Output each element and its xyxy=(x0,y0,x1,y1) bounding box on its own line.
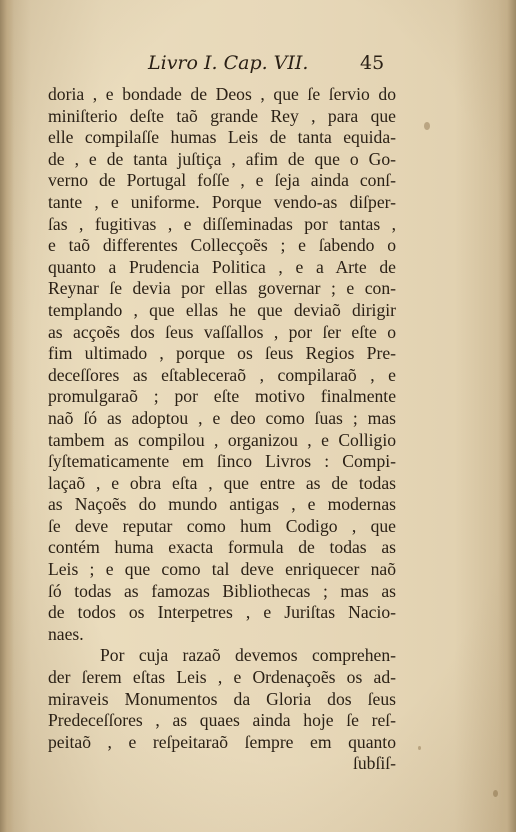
foxing-spot xyxy=(418,746,421,750)
text-line: contém huma exacta formula de todas as xyxy=(48,537,396,558)
text-line: ſe deve reputar como hum Codigo , que xyxy=(48,515,396,536)
text-line: naõ ſó as adoptou , e deo como ſuas ; mas xyxy=(48,407,396,428)
text-line: doria , e bondade de Deos , que ſe ſervio do xyxy=(48,84,396,104)
text-line: fim ultimado , porque os ſeus Regios Pre- xyxy=(48,343,396,364)
page-right-edge xyxy=(498,0,516,832)
text-line: laçaõ , e obra eſta , que entre as de todas xyxy=(48,472,396,493)
paragraph-end-line: naes. xyxy=(48,623,84,644)
text-line: de todos os Interpetres , e Juriſtas Nacio- xyxy=(48,602,396,623)
text-line: tante , e uniforme. Porque vendo-as diſper- xyxy=(48,191,396,212)
catchword: ſubſiſ- xyxy=(352,753,396,774)
text-line: quanto a Prudencia Politica , e a Arte de xyxy=(48,256,396,277)
text-line: ſyſtematicamente em ſinco Livros : Compi- xyxy=(48,451,396,472)
page-number: 45 xyxy=(360,52,385,74)
text-line: der ſerem eſtas Leis , e Ordenaçoẽs os ad- xyxy=(48,667,396,688)
text-line: miraveis Monumentos da Gloria dos ſeus xyxy=(48,688,396,709)
paragraph-start-line: Por cuja razaõ devemos comprehen- xyxy=(100,645,396,666)
foxing-spot xyxy=(424,122,430,130)
text-line: promulgaraõ ; por eſte motivo finalmente xyxy=(48,386,396,407)
body-text xyxy=(48,84,396,775)
text-line: elle compilaſſe humas Leis de tanta equida- xyxy=(48,127,396,148)
text-line: tambem as compilou , organizou , e Colligio xyxy=(48,429,396,450)
running-head: Livro I. Cap. VII. xyxy=(148,52,309,74)
text-line: Predeceſſores , as quaes ainda hoje ſe reſ- xyxy=(48,710,396,731)
text-line: as Naçoẽs do mundo antigas , e modernas xyxy=(48,494,396,515)
text-line: miniſterio deſte taõ grande Rey , para que xyxy=(48,105,396,126)
text-line: ſó todas as famozas Bibliothecas ; mas as xyxy=(48,580,396,601)
text-line: e taõ differentes Collecçoẽs ; e ſabendo o xyxy=(48,235,396,256)
text-line: Leis ; e que como tal deve enriquecer naõ xyxy=(48,559,396,580)
text-line: ſas , fugitivas , e diſſeminadas por tantas , xyxy=(48,213,396,234)
text-line: Reynar ſe devia por ellas governar ; e con- xyxy=(48,278,396,299)
foxing-spot xyxy=(493,790,498,797)
text-line: as acçoẽs dos ſeus vaſſallos , por ſer eſte o xyxy=(48,321,396,342)
text-line: templando , que ellas he que deviaõ dirigir xyxy=(48,299,396,320)
page-left-edge xyxy=(0,0,14,832)
text-line: peitaõ , e reſpeitaraõ ſempre em quanto xyxy=(48,731,396,752)
text-line: deceſſores as eſtableceraõ , compilaraõ , e xyxy=(48,364,396,385)
text-line: de , e de tanta juſtiça , afim de que o Go- xyxy=(48,148,396,169)
page-header xyxy=(0,52,516,78)
text-line: verno de Portugal foſſe , e ſeja ainda conſ- xyxy=(48,170,396,191)
